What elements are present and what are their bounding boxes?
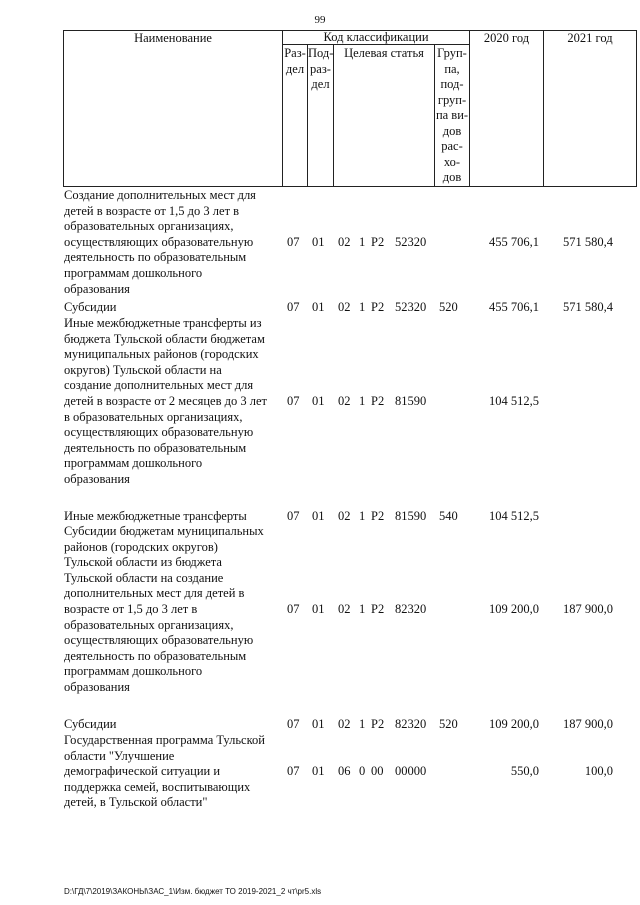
row-name-line: деятельность по образовательным (64, 250, 247, 265)
row-name-line: осуществляющих образовательную (64, 633, 254, 648)
row-code-ts1: 02 (338, 717, 351, 731)
row-name-line: Субсидии (64, 717, 117, 731)
row-name (64, 316, 282, 488)
row-code-ts1: 02 (338, 394, 351, 408)
row-name-line: осуществляющих образовательную (64, 234, 254, 249)
header-code-group: Код классификации (323, 30, 429, 44)
row-name-line: деятельность по образовательным (64, 648, 247, 663)
row-name-line: возрасте от 1,5 до 3 лет в (64, 601, 198, 616)
row-name-line: демографической ситуации и (64, 764, 221, 779)
row-code-section: 07 (287, 764, 300, 779)
row-code-ts3: P2 (371, 602, 385, 616)
row-code-subsection: 01 (312, 509, 325, 523)
row-name-line: образовательных организациях, (64, 617, 234, 632)
row-name-line: Иные межбюджетные трансферты из (64, 316, 262, 330)
row-code-ts1: 02 (338, 234, 351, 249)
row-name (64, 733, 282, 811)
row-code-ts4: 00000 (395, 764, 427, 779)
row-amount-y2020: 109 200,0 (489, 717, 539, 731)
row-name-line: детей, в Тульской области" (64, 795, 208, 810)
header-name: Наименование (134, 31, 212, 45)
row-code-ts3: P2 (371, 717, 385, 731)
row-name-line: детей в возрасте от 1,5 до 3 лет в (64, 203, 240, 218)
row-code-subsection: 01 (312, 300, 325, 314)
row-name-line: Тульской области из бюджета (64, 555, 222, 570)
row-code-ts1: 06 (338, 764, 351, 779)
header-year-2021: 2021 год (567, 31, 613, 45)
row-name-line: осуществляющих образовательную (64, 425, 254, 440)
row-name-line: Создание дополнительных мест для (64, 188, 256, 202)
row-code-section: 07 (287, 602, 300, 616)
row-amount-y2020: 455 706,1 (489, 300, 539, 314)
row-code-ts2: 1 (359, 509, 366, 523)
row-code-subsection: 01 (312, 394, 325, 408)
row-name-line: образования (64, 679, 130, 694)
header-year-2020: 2020 год (483, 31, 530, 45)
row-name-line: в образовательных организациях, (64, 409, 243, 424)
row-amount-y2020: 550,0 (510, 764, 539, 779)
row-code-subsection: 01 (312, 602, 325, 616)
row-name-line: образования (64, 281, 130, 296)
row-name-line: бюджета Тульской области бюджетам (64, 331, 265, 346)
row-name (64, 717, 282, 733)
row-code-ts4: 81590 (395, 509, 427, 523)
row-name-line: программам дошкольного (64, 664, 203, 679)
page-number: 99 (314, 14, 326, 26)
row-amount-y2020: 455 706,1 (489, 234, 539, 249)
row-name-line: округов) Тульской области на (64, 362, 222, 377)
row-code-ts4: 82320 (395, 602, 427, 616)
row-name-line: детей в возрасте от 2 месяцев до 3 лет (64, 393, 267, 408)
row-code-section: 07 (287, 717, 300, 731)
header-target-article: Целевая статья (344, 46, 424, 60)
row-amount-y2021: 187 900,0 (563, 602, 613, 616)
row-name-line: деятельность по образовательным (64, 440, 247, 455)
row-amount-y2021: 571 580,4 (563, 300, 613, 314)
row-name (64, 300, 282, 316)
row-name (64, 188, 282, 297)
row-code-ts4: 52320 (395, 234, 427, 249)
row-code-group: 520 (439, 717, 458, 731)
row-code-ts2: 1 (359, 234, 366, 249)
row-name-line: Иные межбюджетные трансферты (64, 509, 247, 523)
row-code-ts3: 00 (371, 764, 384, 779)
row-code-section: 07 (287, 394, 300, 408)
row-name-line: программам дошкольного (64, 456, 203, 471)
row-code-ts2: 1 (359, 602, 366, 616)
row-amount-y2020: 104 512,5 (489, 509, 539, 523)
row-code-ts2: 1 (359, 300, 366, 314)
row-name-line: Тульской области на создание (64, 570, 224, 585)
row-code-ts3: P2 (371, 234, 385, 249)
row-name-line: программам дошкольного (64, 265, 203, 280)
row-code-section: 07 (287, 234, 300, 249)
row-code-ts2: 1 (359, 717, 366, 731)
row-name (64, 524, 282, 696)
row-amount-y2020: 104 512,5 (489, 394, 539, 408)
row-code-section: 07 (287, 509, 300, 523)
row-name-line: дополнительных мест для детей в (64, 586, 245, 601)
row-code-ts1: 02 (338, 300, 351, 314)
row-code-group: 520 (439, 300, 458, 314)
row-name-line: Государственная программа Тульской (64, 733, 265, 747)
row-code-ts4: 82320 (395, 717, 427, 731)
row-code-ts3: P2 (371, 300, 385, 314)
row-code-ts2: 0 (359, 764, 366, 779)
row-name-line: Субсидии (64, 300, 117, 314)
row-code-ts3: P2 (371, 509, 385, 523)
row-code-group: 540 (439, 509, 458, 523)
header-section: Раз- дел (284, 46, 306, 76)
row-name (64, 509, 282, 525)
row-amount-y2020: 109 200,0 (489, 602, 539, 616)
row-name-line: Субсидии бюджетам муниципальных (64, 524, 264, 538)
footer-file-path: D:\ГД\7\2019\ЗАКОНЫ\ЗАС_1\Изм. бюджет ТО 2019-2021_2 чт\pr5.xls (64, 887, 322, 896)
row-name-line: муниципальных районов (городских (64, 347, 259, 362)
header-subsection: Под- раз- дел (308, 46, 334, 91)
row-amount-y2021: 571 580,4 (563, 234, 613, 249)
row-code-ts1: 02 (338, 509, 351, 523)
row-name-line: создание дополнительных мест для (64, 378, 254, 393)
row-code-subsection: 01 (312, 764, 325, 779)
row-code-subsection: 01 (312, 717, 325, 731)
row-name-line: районов (городских округов) (64, 539, 218, 554)
row-name-line: образования (64, 471, 130, 486)
row-code-section: 07 (287, 300, 300, 314)
row-code-subsection: 01 (312, 234, 325, 249)
row-code-ts2: 1 (359, 394, 366, 408)
row-amount-y2021: 187 900,0 (563, 717, 613, 731)
row-code-ts1: 02 (338, 602, 351, 616)
row-amount-y2021: 100,0 (584, 764, 613, 779)
row-code-ts4: 81590 (395, 394, 427, 408)
row-name-line: образовательных организациях, (64, 219, 234, 234)
row-code-ts3: P2 (371, 394, 385, 408)
header-expense-group: Груп- па, под- груп- па ви- дов рас- хо- дов (435, 46, 469, 184)
row-name-line: поддержка семей, воспитывающих (64, 779, 251, 794)
row-name-line: области "Улучшение (64, 748, 175, 763)
row-code-ts4: 52320 (395, 300, 427, 314)
